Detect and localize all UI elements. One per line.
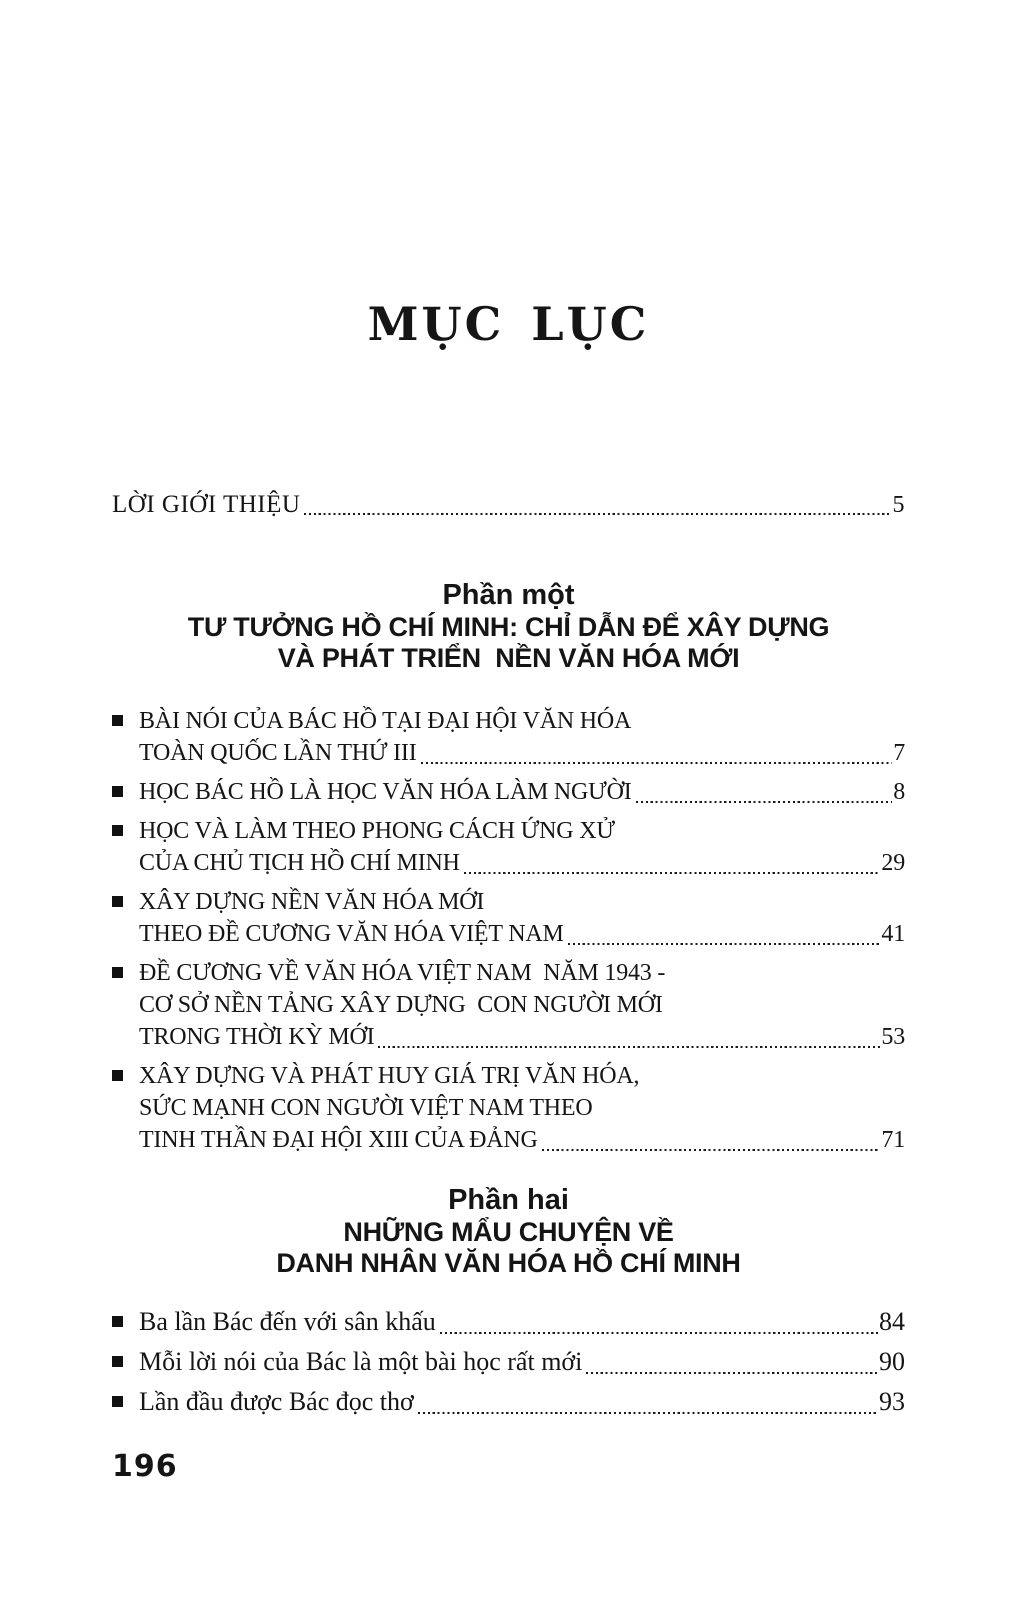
bullet-cell: [112, 1385, 139, 1407]
toc-entry-line: [139, 1060, 905, 1092]
square-bullet-icon: [112, 896, 123, 907]
bullet-cell: [112, 886, 139, 907]
section-kicker: Phần một: [442, 579, 575, 611]
page-title: MỤC LỤC: [367, 297, 650, 351]
entry-content: [139, 705, 905, 769]
toc-entry-line: [139, 957, 905, 989]
section-heading-line: DANH NHÂN VĂN HÓA HỒ CHÍ MINH: [276, 1248, 741, 1278]
entry-content: [139, 1345, 905, 1379]
toc-entry-page: 84: [879, 1307, 905, 1336]
dot-leader: [542, 1149, 881, 1151]
toc-entry-line: [139, 918, 905, 950]
dot-leader: [440, 1332, 878, 1334]
toc-entry-line: [139, 1305, 905, 1339]
toc-entry-page: 29: [881, 850, 905, 876]
toc-entry-text: HỌC BÁC HỒ LÀ HỌC VĂN HÓA LÀM NGƯỜI: [139, 779, 632, 805]
section-heading-line: TƯ TƯỞNG HỒ CHÍ MINH: CHỈ DẪN ĐỂ XÂY DỰNG: [187, 612, 830, 642]
bullet-cell: [112, 957, 139, 978]
toc-entry-page: 90: [879, 1347, 905, 1376]
dot-leader: [418, 1412, 878, 1414]
entry-content: [139, 776, 905, 808]
toc-entry-line: [139, 1021, 905, 1053]
toc-entry-text: CỦA CHỦ TỊCH HỒ CHÍ MINH: [139, 850, 460, 876]
square-bullet-icon: [112, 1396, 123, 1407]
section-kicker: Phần hai: [448, 1184, 569, 1216]
square-bullet-icon: [112, 1316, 123, 1327]
toc-entry-line: [139, 776, 905, 808]
bullet-cell: [112, 1060, 139, 1081]
toc-entry-page: 53: [881, 1024, 905, 1050]
toc-entry-intro: [112, 490, 905, 520]
toc-entry-text: HỌC VÀ LÀM THEO PHONG CÁCH ỨNG XỬ: [139, 818, 615, 844]
toc-entry: [112, 957, 905, 1053]
entry-content: [139, 957, 905, 1053]
toc-entry: [112, 1305, 905, 1339]
toc-entry-line: [139, 705, 905, 737]
toc-entry-line: [139, 847, 905, 879]
toc-entry-page: 8: [893, 779, 905, 805]
entry-content: [139, 815, 905, 879]
toc-entry: [112, 815, 905, 879]
square-bullet-icon: [112, 1356, 123, 1367]
toc-entry-text: Mỗi lời nói của Bác là một bài học rất mới: [139, 1347, 583, 1376]
toc-entry-page: 5: [892, 492, 905, 518]
square-bullet-icon: [112, 825, 123, 836]
toc-entry-text: THEO ĐỀ CƯƠNG VĂN HÓA VIỆT NAM: [139, 921, 564, 947]
entry-content: [139, 886, 905, 950]
dot-leader: [586, 1372, 878, 1374]
dot-leader: [464, 872, 881, 874]
toc-entry-text: XÂY DỰNG VÀ PHÁT HUY GIÁ TRỊ VĂN HÓA,: [139, 1063, 640, 1089]
bullet-cell: [112, 705, 139, 726]
toc-entry: [112, 1345, 905, 1379]
entry-content: [139, 1305, 905, 1339]
bullet-cell: [112, 1345, 139, 1367]
sections: [112, 578, 905, 1419]
toc-entry-text: Ba lần Bác đến với sân khấu: [139, 1307, 436, 1336]
toc-entry-text: TOÀN QUỐC LẦN THỨ III: [139, 740, 417, 766]
toc-entry: [112, 776, 905, 808]
entry-content: [139, 1385, 905, 1419]
square-bullet-icon: [112, 786, 123, 797]
toc-entry: [112, 886, 905, 950]
square-bullet-icon: [112, 967, 123, 978]
toc-entry-line: [139, 1385, 905, 1419]
section-heading: [112, 1217, 905, 1279]
toc-entry-page: 93: [879, 1387, 905, 1416]
dot-leader: [568, 943, 881, 945]
toc-entry-text: LỜI GIỚI THIỆU: [112, 491, 301, 518]
toc-entry-text: SỨC MẠNH CON NGƯỜI VIỆT NAM THEO: [139, 1095, 593, 1121]
toc-entry-page: 41: [881, 921, 905, 947]
section-heading-line: VÀ PHÁT TRIỂN NỀN VĂN HÓA MỚI: [277, 643, 740, 673]
dot-leader: [304, 513, 891, 515]
toc-entry-text: BÀI NÓI CỦA BÁC HỒ TẠI ĐẠI HỘI VĂN HÓA: [139, 708, 632, 734]
square-bullet-icon: [112, 715, 123, 726]
toc-entry-line: [139, 886, 905, 918]
dot-leader: [636, 801, 893, 803]
toc-entry: [112, 1060, 905, 1156]
entry-list: [112, 705, 905, 1156]
bullet-cell: [112, 1305, 139, 1327]
entry-content: [139, 1060, 905, 1156]
dot-leader: [378, 1046, 880, 1048]
toc-entry-text: Lần đầu được Bác đọc thơ: [139, 1387, 414, 1416]
toc-entry-line: [139, 815, 905, 847]
folio-page-number: 196: [112, 1449, 178, 1484]
toc-entry-text: TRONG THỜI KỲ MỚI: [139, 1024, 375, 1050]
dot-leader: [421, 762, 893, 764]
bullet-cell: [112, 815, 139, 836]
section-heading-line: NHỮNG MẨU CHUYỆN VỀ: [343, 1217, 674, 1247]
toc-entry: [112, 705, 905, 769]
toc-entry-text: ĐỀ CƯƠNG VỀ VĂN HÓA VIỆT NAM NĂM 1943 -: [139, 960, 666, 986]
square-bullet-icon: [112, 1070, 123, 1081]
bullet-cell: [112, 776, 139, 797]
toc-entry-page: 7: [893, 740, 905, 766]
toc-entry-line: [139, 989, 905, 1021]
toc-entry: [112, 1385, 905, 1419]
toc-section: [112, 578, 905, 1156]
toc-entry-line: [139, 1345, 905, 1379]
toc-entry-line: [139, 737, 905, 769]
toc-entry-text: TINH THẦN ĐẠI HỘI XIII CỦA ĐẢNG: [139, 1127, 538, 1153]
toc-entry-page: 71: [881, 1127, 905, 1153]
toc-entry-line: [139, 1092, 905, 1124]
toc-entry-line: [139, 1124, 905, 1156]
toc-section: [112, 1183, 905, 1419]
entry-list: [112, 1305, 905, 1419]
toc-entry-text: CƠ SỞ NỀN TẢNG XÂY DỰNG CON NGƯỜI MỚI: [139, 992, 663, 1018]
section-heading: [112, 612, 905, 674]
toc-entry-text: XÂY DỰNG NỀN VĂN HÓA MỚI: [139, 889, 485, 915]
